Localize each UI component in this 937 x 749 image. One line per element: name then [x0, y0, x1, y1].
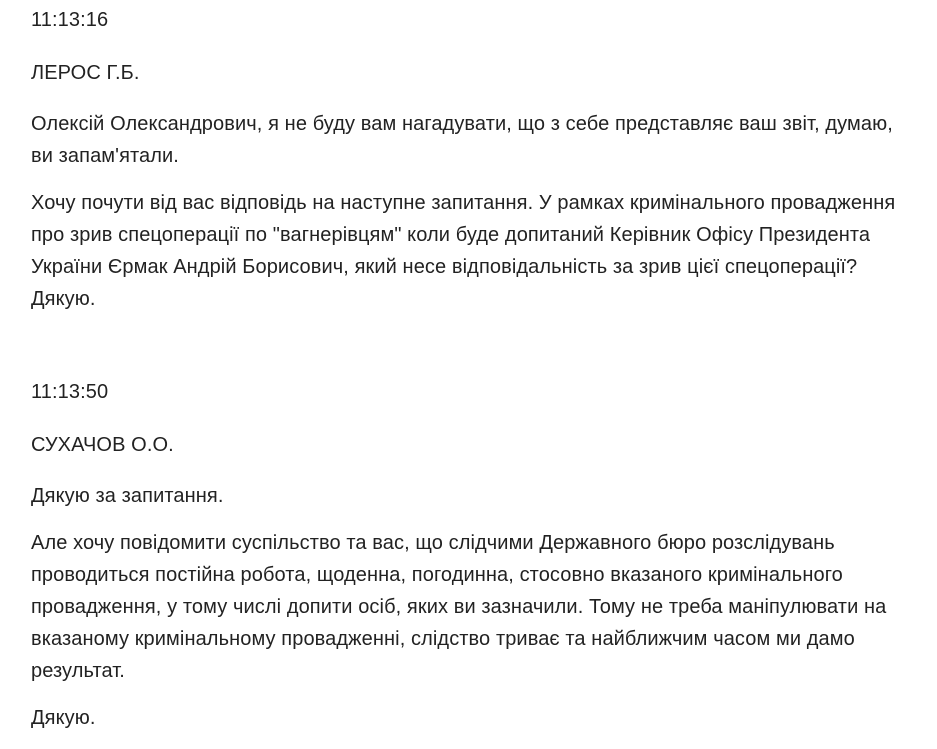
- speech-paragraph: Дякую за запитання.: [31, 485, 224, 507]
- timestamp: 11:13:50: [31, 381, 109, 403]
- transcript-entry: [31, 4, 909, 315]
- speaker-name: СУХАЧОВ О.О.: [31, 434, 174, 456]
- transcript: [0, 4, 937, 734]
- speech-paragraph: Дякую.: [31, 707, 96, 729]
- speech-paragraph: Олексій Олександрович, я не буду вам нагадувати, що з себе представляє ваш звіт, думаю, ви запам'ятали.: [31, 113, 893, 167]
- speech-paragraph: Але хочу повідомити суспільство та вас, що слідчими Державного бюро розслідувань проводиться постійна робота, щоденна, погодинна, стосовно вказаного кримінального провадження, у тому числі допити осіб, яких ви зазначили. Тому не треба маніпулювати на вказаному кримінальному провадженні, слідство триває та найближчим часом ми дамо результат.: [31, 532, 887, 682]
- speech-paragraph: Хочу почути від вас відповідь на наступне запитання. У рамках кримінального провадження про зрив спецоперації по "вагнерівцям" коли буде допитаний Керівник Офісу Президента України Єрмак Андрій Борисович, який несе відповідальність за зрив цієї спецоперації? Дякую.: [31, 192, 896, 310]
- timestamp: 11:13:16: [31, 9, 109, 31]
- transcript-entry: [31, 376, 909, 734]
- speaker-name: ЛЕРОС Г.Б.: [31, 62, 140, 84]
